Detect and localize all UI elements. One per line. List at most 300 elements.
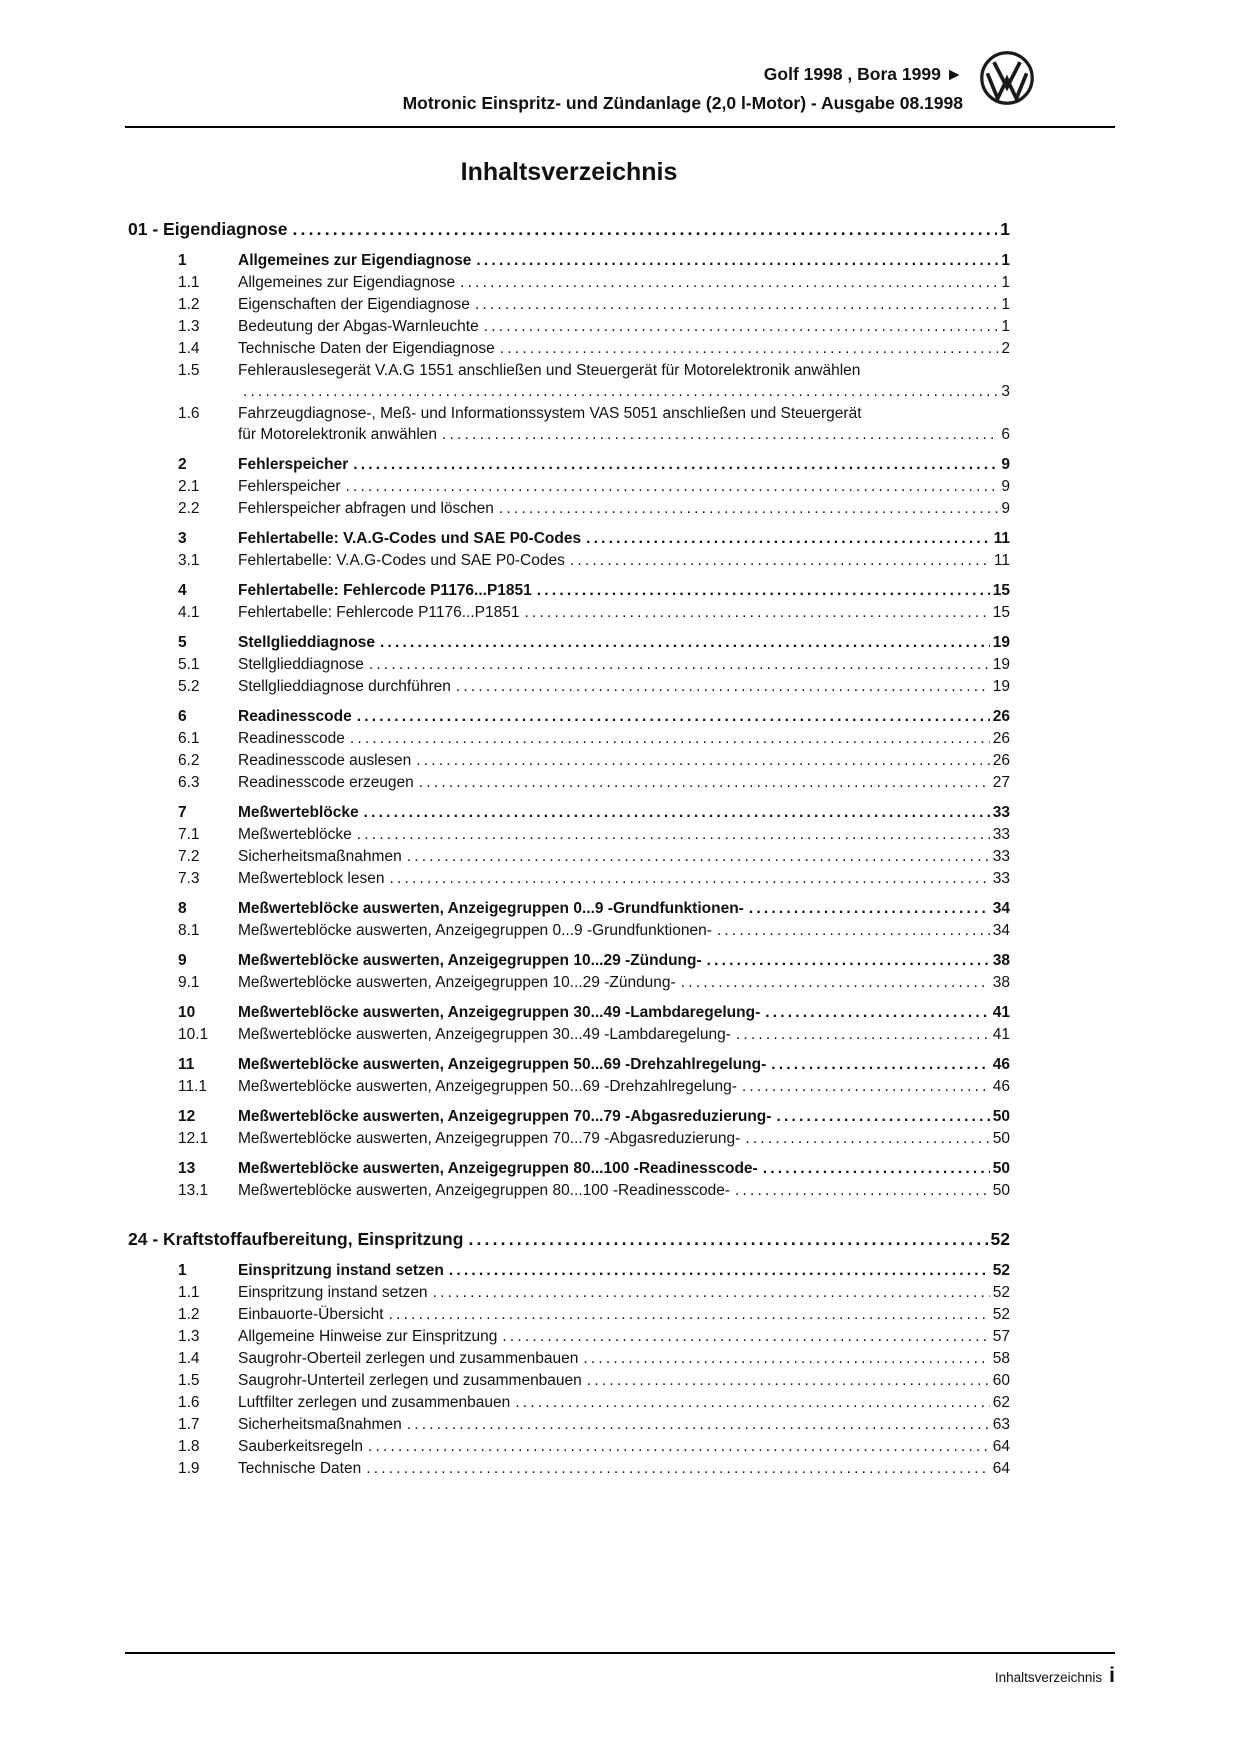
entry-body	[238, 454, 1010, 475]
entry-page-number: 2	[1001, 339, 1010, 357]
entry-page-number: 62	[992, 1393, 1010, 1411]
chapter-page-number: 52	[990, 1228, 1010, 1249]
entry-page-number: 52	[992, 1261, 1010, 1279]
toc-entry	[128, 1024, 1010, 1045]
toc-entry	[128, 1282, 1010, 1303]
entry-title: Fehlerspeicher abfragen und löschen	[238, 499, 494, 517]
entry-title: Fehlertabelle: V.A.G-Codes und SAE P0-Codes	[238, 529, 582, 547]
entry-body	[238, 360, 1010, 402]
entry-page-number: 15	[992, 603, 1010, 621]
toc-entry	[128, 1414, 1010, 1435]
entry-number: 1.5	[178, 1371, 200, 1389]
entry-number: 1.4	[178, 1349, 200, 1367]
entry-title-line	[238, 1436, 1010, 1457]
entry-body	[238, 846, 1010, 867]
entry-body	[238, 1348, 1010, 1369]
entry-page-number: 50	[992, 1159, 1010, 1177]
table-of-contents	[0, 217, 1240, 1479]
entry-number: 9.1	[178, 973, 200, 991]
entry-title-line	[238, 1128, 1010, 1149]
toc-entry	[128, 706, 1010, 727]
entry-page-number: 1	[1001, 273, 1010, 291]
entry-body	[238, 972, 1010, 993]
entry-number: 1.1	[178, 1283, 200, 1301]
entry-number: 1.8	[178, 1437, 200, 1455]
entry-number: 7	[178, 803, 187, 821]
dot-leader	[736, 1024, 990, 1045]
entry-number: 10.1	[178, 1025, 209, 1043]
entry-body	[238, 1158, 1010, 1179]
dot-leader	[484, 316, 999, 337]
entry-title-line	[238, 360, 1010, 381]
entry-number: 11	[178, 1055, 195, 1073]
entry-number: 6.1	[178, 729, 200, 747]
entry-title-line	[238, 898, 1010, 919]
toc-entry	[128, 294, 1010, 315]
entry-number: 3.1	[178, 551, 200, 569]
entry-title: Fehlerauslesegerät V.A.G 1551 anschließen und Steuergerät für Motorelektronik anwählen	[238, 361, 861, 379]
entry-title: Fehlertabelle: Fehlercode P1176...P1851	[238, 603, 520, 621]
entry-page-number: 27	[992, 773, 1010, 791]
entry-body	[238, 1106, 1010, 1127]
entry-title-line	[238, 272, 1010, 293]
toc-entry	[128, 580, 1010, 601]
entry-number: 1.9	[178, 1459, 200, 1477]
entry-body	[238, 602, 1010, 623]
entry-number: 7.1	[178, 825, 200, 843]
dot-leader	[368, 1436, 990, 1457]
dot-leader	[745, 1128, 989, 1149]
entry-page-number: 63	[992, 1415, 1010, 1433]
entry-number: 13.1	[178, 1181, 209, 1199]
entry-title-line	[238, 294, 1010, 315]
entry-title-line	[238, 1370, 1010, 1391]
entry-number: 1.2	[178, 1305, 200, 1323]
entry-title-line	[238, 250, 1010, 271]
entry-page-number: 34	[992, 921, 1010, 939]
toc-entry	[128, 403, 1010, 445]
entry-number: 6.3	[178, 773, 200, 791]
entry-page-number: 9	[1001, 455, 1010, 473]
entry-title-line	[238, 1158, 1010, 1179]
entry-number: 5.1	[178, 655, 200, 673]
entry-title: Meßwerteblöcke auswerten, Anzeigegruppen 0...9 -Grundfunktionen-	[238, 921, 712, 939]
dot-leader	[475, 294, 999, 315]
entry-title-line	[238, 1392, 1010, 1413]
entry-page-number: 33	[992, 869, 1010, 887]
dot-leader	[407, 1414, 990, 1435]
entry-page-number: 1	[1001, 317, 1010, 335]
entry-title-line	[238, 602, 1010, 623]
dot-leader	[524, 602, 989, 623]
dot-leader	[366, 1458, 990, 1479]
entry-number: 2.1	[178, 477, 200, 495]
entry-title: Readinesscode erzeugen	[238, 773, 414, 791]
toc-entry	[128, 338, 1010, 359]
vw-logo-icon	[979, 50, 1035, 106]
entry-title-line	[238, 1348, 1010, 1369]
entry-body	[238, 898, 1010, 919]
entry-body	[238, 920, 1010, 941]
toc-entry	[128, 846, 1010, 867]
entry-page-number: 50	[992, 1129, 1010, 1147]
toc-entry	[128, 360, 1010, 402]
entry-body	[238, 1436, 1010, 1457]
dot-leader	[771, 1054, 989, 1075]
entry-title-line	[238, 920, 1010, 941]
entry-page-number: 46	[992, 1055, 1010, 1073]
entry-title-line	[238, 338, 1010, 359]
entry-continuation-line	[238, 381, 1010, 402]
entry-title: Fehlerspeicher	[238, 455, 349, 473]
toc-entry	[128, 1128, 1010, 1149]
entry-body	[238, 654, 1010, 675]
document-header	[0, 0, 1240, 128]
document-footer	[125, 1652, 1115, 1688]
entry-body	[238, 728, 1010, 749]
entry-title: Fehlertabelle: Fehlercode P1176...P1851	[238, 581, 532, 599]
toc-entry	[128, 750, 1010, 771]
entry-body	[238, 550, 1010, 571]
dot-leader	[500, 338, 999, 359]
entry-title: Meßwerteblöcke	[238, 803, 359, 821]
entry-title: Stellglieddiagnose	[238, 655, 364, 673]
entry-body	[238, 1024, 1010, 1045]
entry-page-number: 11	[993, 529, 1010, 547]
entry-body	[238, 403, 1010, 445]
entry-title: Sicherheitsmaßnahmen	[238, 847, 402, 865]
toc-entry	[128, 772, 1010, 793]
toc-entry	[128, 1326, 1010, 1347]
dot-leader	[776, 1106, 989, 1127]
entry-page-number: 1	[1001, 295, 1010, 313]
entry-number: 7.3	[178, 869, 200, 887]
dot-leader	[449, 1260, 990, 1281]
dot-leader	[681, 972, 990, 993]
dot-leader	[364, 802, 990, 823]
toc-entry	[128, 972, 1010, 993]
toc-entry	[128, 676, 1010, 697]
entry-title: Readinesscode	[238, 729, 345, 747]
dot-leader	[389, 868, 989, 889]
entry-page-number: 33	[992, 825, 1010, 843]
entry-number: 12.1	[178, 1129, 209, 1147]
dot-leader	[419, 772, 990, 793]
entry-body	[238, 632, 1010, 653]
entry-title-line	[238, 1106, 1010, 1127]
entry-title: Technische Daten	[238, 1459, 362, 1477]
entry-body	[238, 498, 1010, 519]
toc-entry	[128, 1002, 1010, 1023]
entry-body	[238, 476, 1010, 497]
toc-entry	[128, 250, 1010, 271]
entry-title-line	[238, 1282, 1010, 1303]
dot-leader	[570, 550, 991, 571]
entry-page-number: 1	[1001, 251, 1010, 269]
entry-title: Readinesscode	[238, 707, 352, 725]
toc-entry	[128, 316, 1010, 337]
entry-title: Eigenschaften der Eigendiagnose	[238, 295, 470, 313]
dot-leader	[407, 846, 990, 867]
entry-title: Einspritzung instand setzen	[238, 1261, 444, 1279]
entry-title: Readinesscode auslesen	[238, 751, 412, 769]
entry-body	[238, 1180, 1010, 1201]
entry-title-line	[238, 676, 1010, 697]
chapter-label: 24 - Kraftstoffaufbereitung, Einspritzung	[128, 1228, 464, 1249]
dot-leader	[586, 528, 991, 549]
entry-number: 10	[178, 1003, 196, 1021]
entry-title: Fahrzeugdiagnose-, Meß- und Informationssystem VAS 5051 anschließen und Steuergerät	[238, 404, 862, 422]
entry-title-line	[238, 1260, 1010, 1281]
header-text-block	[125, 62, 1115, 117]
entry-page-number: 64	[992, 1459, 1010, 1477]
entry-title: Meßwerteblöcke auswerten, Anzeigegruppen 50...69 -Drehzahlregelung-	[238, 1055, 767, 1073]
dot-leader	[389, 1304, 990, 1325]
toc-entry	[128, 498, 1010, 519]
footer-label: Inhaltsverzeichnis	[994, 1670, 1103, 1685]
toc-entry	[128, 528, 1010, 549]
entry-body	[238, 272, 1010, 293]
entry-title-line	[238, 1024, 1010, 1045]
entry-title: Stellglieddiagnose durchführen	[238, 677, 451, 695]
entry-title: Meßwerteblöcke auswerten, Anzeigegruppen 70...79 -Abgasreduzierung-	[238, 1107, 772, 1125]
entry-title: Meßwerteblöcke auswerten, Anzeigegruppen 10...29 -Zündung-	[238, 973, 676, 991]
dot-leader	[707, 950, 990, 971]
entry-title-line	[238, 728, 1010, 749]
dot-leader	[587, 1370, 990, 1391]
model-line: Golf 1998 , Bora 1999 ►	[763, 64, 963, 84]
entry-title-line	[238, 1414, 1010, 1435]
dot-leader	[350, 728, 990, 749]
toc-entry	[128, 1054, 1010, 1075]
entry-number: 1.3	[178, 317, 200, 335]
entry-number: 11.1	[178, 1077, 208, 1095]
entry-continuation-line	[238, 424, 1010, 445]
entry-title-line	[238, 1304, 1010, 1325]
entry-page-number: 15	[992, 581, 1010, 599]
entry-title-line	[238, 846, 1010, 867]
entry-body	[238, 676, 1010, 697]
entry-title: Meßwerteblöcke auswerten, Anzeigegruppen 50...69 -Drehzahlregelung-	[238, 1077, 737, 1095]
entry-title: Meßwerteblöcke	[238, 825, 352, 843]
entry-number: 1.1	[178, 273, 200, 291]
entry-body	[238, 294, 1010, 315]
dot-leader	[380, 632, 990, 653]
entry-title: Einspritzung instand setzen	[238, 1283, 428, 1301]
entry-title: Allgemeines zur Eigendiagnose	[238, 273, 456, 291]
entry-title: Fehlertabelle: V.A.G-Codes und SAE P0-Codes	[238, 551, 565, 569]
entry-number: 6	[178, 707, 187, 725]
dot-leader	[583, 1348, 989, 1369]
entry-body	[238, 1458, 1010, 1479]
dot-leader	[515, 1392, 989, 1413]
entry-body	[238, 338, 1010, 359]
entry-page-number: 9	[1001, 477, 1010, 495]
entry-number: 8	[178, 899, 187, 917]
entry-body	[238, 1392, 1010, 1413]
entry-title: Technische Daten der Eigendiagnose	[238, 339, 495, 357]
entry-body	[238, 1414, 1010, 1435]
toc-entry	[128, 1260, 1010, 1281]
entry-title-line	[238, 550, 1010, 571]
entry-number: 1.4	[178, 339, 200, 357]
entry-body	[238, 1076, 1010, 1097]
entry-body	[238, 1002, 1010, 1023]
entry-page-number: 50	[992, 1107, 1010, 1125]
entry-title-line	[238, 1180, 1010, 1201]
entry-body	[238, 1326, 1010, 1347]
entry-page-number: 38	[992, 951, 1010, 969]
toc-entry	[128, 1158, 1010, 1179]
toc-entry	[128, 950, 1010, 971]
dot-leader	[735, 1180, 990, 1201]
entry-title-line	[238, 632, 1010, 653]
entry-number: 1.2	[178, 295, 200, 313]
entry-title: Meßwerteblöcke auswerten, Anzeigegruppen 80...100 -Readinesscode-	[238, 1159, 758, 1177]
entry-title-line	[238, 476, 1010, 497]
chapter-heading	[128, 1227, 1010, 1251]
entry-title-line	[238, 868, 1010, 889]
toc-entry	[128, 454, 1010, 475]
entry-body	[238, 1128, 1010, 1149]
entry-page-number: 19	[992, 677, 1010, 695]
toc-entry	[128, 898, 1010, 919]
entry-title-line	[238, 1002, 1010, 1023]
entry-title: Bedeutung der Abgas-Warnleuchte	[238, 317, 479, 335]
entry-body	[238, 772, 1010, 793]
entry-title-line	[238, 654, 1010, 675]
entry-body	[238, 868, 1010, 889]
entry-title-line	[238, 528, 1010, 549]
toc-entry	[128, 1076, 1010, 1097]
dot-leader	[763, 1158, 990, 1179]
entry-title: Meßwerteblöcke auswerten, Anzeigegruppen 30...49 -Lambdaregelung-	[238, 1025, 731, 1043]
entry-page-number: 26	[992, 729, 1010, 747]
page-title: Inhaltsverzeichnis	[460, 157, 678, 186]
dot-leader	[502, 1326, 989, 1347]
toc-entry	[128, 1458, 1010, 1479]
entry-number: 7.2	[178, 847, 200, 865]
dot-leader	[433, 1282, 990, 1303]
toc-entry	[128, 602, 1010, 623]
entry-title-line	[238, 950, 1010, 971]
entry-title: Sicherheitsmaßnahmen	[238, 1415, 402, 1433]
entry-number: 1	[178, 251, 187, 269]
entry-page-number: 64	[992, 1437, 1010, 1455]
entry-page-number: 26	[992, 751, 1010, 769]
entry-body	[238, 824, 1010, 845]
toc-entry	[128, 1348, 1010, 1369]
toc-entry	[128, 1304, 1010, 1325]
entry-title-line	[238, 1458, 1010, 1479]
entry-title: Meßwerteblock lesen	[238, 869, 385, 887]
entry-page-number: 60	[992, 1371, 1010, 1389]
entry-page-number: 19	[992, 633, 1010, 651]
toc-chapter	[128, 217, 1010, 1201]
entry-page-number: 33	[992, 847, 1010, 865]
dot-leader	[468, 1227, 987, 1251]
toc-entry	[128, 868, 1010, 889]
entry-title-continued: für Motorelektronik anwählen	[238, 425, 438, 443]
entry-title: Allgemeines zur Eigendiagnose	[238, 251, 472, 269]
entry-number: 4	[178, 581, 187, 599]
toc-entry	[128, 654, 1010, 675]
dot-leader	[742, 1076, 990, 1097]
entry-title-line	[238, 454, 1010, 475]
toc-entry	[128, 728, 1010, 749]
entry-title-line	[238, 580, 1010, 601]
entry-body	[238, 1260, 1010, 1281]
toc-entry	[128, 1436, 1010, 1457]
dot-leader	[442, 424, 998, 445]
entry-page-number: 26	[992, 707, 1010, 725]
entry-number: 5.2	[178, 677, 200, 695]
entry-title-line	[238, 403, 1010, 424]
entry-number: 9	[178, 951, 187, 969]
entry-number: 4.1	[178, 603, 200, 621]
entry-title: Saugrohr-Oberteil zerlegen und zusammenbauen	[238, 1349, 579, 1367]
entry-number: 1.6	[178, 404, 200, 422]
entry-title-line	[238, 772, 1010, 793]
entry-page-number: 52	[992, 1283, 1010, 1301]
toc-entry	[128, 550, 1010, 571]
dot-leader	[499, 498, 998, 519]
dot-leader	[717, 920, 990, 941]
entry-page-number: 3	[1001, 382, 1010, 400]
entry-body	[238, 950, 1010, 971]
entry-title-line	[238, 1054, 1010, 1075]
entry-body	[238, 750, 1010, 771]
dot-leader	[765, 1002, 990, 1023]
entry-body	[238, 580, 1010, 601]
entry-page-number: 41	[992, 1003, 1010, 1021]
entry-title-line	[238, 824, 1010, 845]
entry-title: Stellglieddiagnose	[238, 633, 375, 651]
dot-leader	[369, 654, 990, 675]
entry-page-number: 52	[992, 1305, 1010, 1323]
entry-page-number: 50	[992, 1181, 1010, 1199]
dot-leader	[243, 381, 998, 402]
entry-number: 3	[178, 529, 187, 547]
dot-leader	[346, 476, 999, 497]
entry-page-number: 41	[992, 1025, 1010, 1043]
entry-body	[238, 528, 1010, 549]
entry-title: Meßwerteblöcke auswerten, Anzeigegruppen 30...49 -Lambdaregelung-	[238, 1003, 761, 1021]
entry-title-line	[238, 750, 1010, 771]
dot-leader	[357, 706, 990, 727]
entry-title-line	[238, 1326, 1010, 1347]
entry-body	[238, 316, 1010, 337]
entry-title: Sauberkeitsregeln	[238, 1437, 363, 1455]
entry-page-number: 58	[992, 1349, 1010, 1367]
dot-leader	[456, 676, 990, 697]
dot-leader	[749, 898, 990, 919]
entry-title: Einbauorte-Übersicht	[238, 1305, 384, 1323]
dot-leader	[292, 217, 997, 241]
entry-title: Luftfilter zerlegen und zusammenbauen	[238, 1393, 511, 1411]
entry-title-line	[238, 1076, 1010, 1097]
chapter-heading	[128, 217, 1010, 241]
entry-number: 12	[178, 1107, 196, 1125]
entry-title-line	[238, 498, 1010, 519]
entry-body	[238, 706, 1010, 727]
dot-leader	[416, 750, 990, 771]
entry-title: Fehlerspeicher	[238, 477, 341, 495]
entry-body	[238, 1054, 1010, 1075]
chapter-label: 01 - Eigendiagnose	[128, 218, 288, 239]
entry-number: 5	[178, 633, 187, 651]
toc-chapter	[128, 1227, 1010, 1479]
